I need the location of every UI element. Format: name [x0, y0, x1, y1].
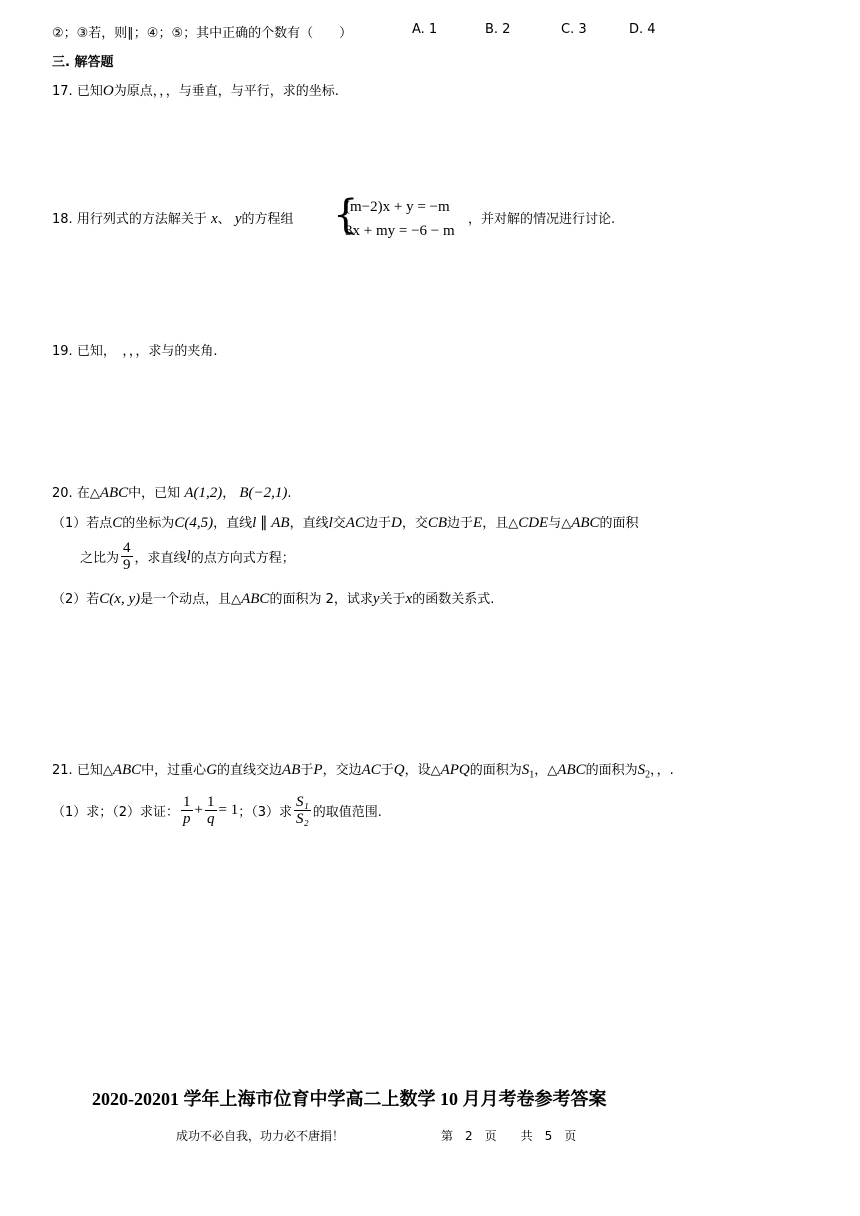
fraction-numerator: 1	[183, 794, 191, 810]
text: 关于	[379, 592, 406, 607]
var-x: x	[405, 591, 413, 607]
area-s2: S	[637, 762, 646, 778]
q16-text: ②；③若，则∥；④；⑤；其中正确的个数有（ ）	[52, 26, 353, 41]
segment-cb: CB	[427, 515, 447, 531]
question-number: 19.	[52, 344, 73, 359]
point-c: C(4,5)	[174, 515, 214, 531]
text: ，△	[534, 763, 558, 778]
q16-tail	[52, 22, 352, 41]
text: 是一个动点，且△	[140, 592, 242, 607]
text: ；（3）求	[238, 805, 293, 820]
q18-var-x: x	[210, 211, 218, 227]
part-label: （1）若点	[52, 516, 113, 531]
system-brace: {	[333, 192, 359, 238]
q18-sep: 、	[217, 212, 231, 227]
q20-sep: ，	[222, 486, 236, 501]
fraction-denominator: S₂	[296, 811, 309, 827]
math-c: C	[112, 515, 123, 531]
text: 的面积	[599, 516, 639, 531]
triangle-abc: ABC	[112, 762, 142, 778]
text: ，且△	[482, 516, 519, 531]
footer-motto: 成功不必自我，功力必不唐捐！	[176, 1129, 345, 1143]
line-l: l	[186, 548, 191, 564]
segment-ab: AB	[282, 762, 301, 778]
triangle-abc: ABC	[557, 762, 586, 778]
fraction-s1-over-s2	[294, 794, 311, 827]
subscript: 2	[645, 769, 651, 781]
footer-page-number: 第 2 页 共 5 页	[441, 1129, 577, 1143]
subscript: 1	[529, 769, 535, 781]
q21-line-2	[52, 794, 382, 827]
text: 边于	[447, 516, 474, 531]
question-17	[52, 80, 339, 100]
segment-ab: AB	[271, 515, 290, 531]
fraction-numerator: S₁	[296, 794, 309, 810]
triangle-abc: ABC	[241, 591, 270, 607]
text: 边于	[364, 516, 391, 531]
triangle-apq: APQ	[440, 762, 470, 778]
text: ，直线	[213, 516, 253, 531]
q17-origin: O	[102, 83, 114, 99]
q20-part-1-line-2	[80, 540, 295, 573]
plus-sign: +	[194, 802, 204, 818]
text: 已知△	[76, 763, 113, 778]
question-number: 18.	[52, 212, 73, 227]
question-18	[52, 208, 294, 228]
q20-text-2: 中，已知	[128, 486, 181, 501]
text: ，求直线	[134, 551, 187, 566]
fraction-numerator: 4	[123, 540, 131, 556]
text: 之比为	[80, 551, 120, 566]
point-p: P	[313, 762, 323, 778]
q16-option-a: A. 1	[412, 22, 438, 37]
point-e: E	[473, 515, 483, 531]
answer-key-title: 2020-20201 学年上海市位育中学高二上数学 10 月月考卷参考答案	[92, 1089, 607, 1109]
q18-text-1: 用行列式的方法解关于	[76, 212, 207, 227]
segment-ac: AC	[345, 515, 365, 531]
q17-text-2: 为原点，，，与垂直，与平行，求的坐标.	[113, 84, 339, 99]
centroid-g: G	[206, 762, 218, 778]
text: （1）求；（2）求证：	[52, 805, 180, 820]
equation-2: 3x + my = −6 − m	[345, 223, 455, 239]
fraction-4-9	[121, 540, 133, 573]
question-19	[52, 340, 217, 359]
question-number: 21.	[52, 763, 73, 778]
question-20	[52, 482, 292, 502]
text: 中，过重心	[141, 763, 207, 778]
segment-ac: AC	[361, 762, 381, 778]
fraction-denominator: q	[207, 811, 215, 827]
area-s1: S	[521, 762, 530, 778]
point-c-xy: C(x, y)	[99, 591, 141, 607]
text: 交	[332, 516, 346, 531]
section-heading: 三. 解答题	[52, 55, 114, 70]
equation-1: (m−2)x + y = −m	[345, 199, 450, 215]
fraction-denominator: 9	[123, 557, 131, 573]
question-number: 17.	[52, 84, 73, 99]
text: ，设△	[404, 763, 441, 778]
text: 与△	[548, 516, 572, 531]
equals-one: = 1	[218, 802, 239, 818]
triangle-cde: CDE	[518, 515, 549, 531]
text: ，直线	[289, 516, 329, 531]
q16-option-b: B. 2	[485, 22, 511, 37]
text: 的直线交边	[217, 763, 283, 778]
point-b: B(−2,1)	[239, 485, 288, 501]
q18-var-y: y	[234, 211, 242, 227]
q16-option-d: D. 4	[629, 22, 656, 37]
fraction-1-over-p	[181, 794, 193, 827]
q18-text-3: ，并对解的情况进行讨论.	[468, 212, 616, 227]
fraction-denominator: p	[183, 811, 191, 827]
fraction-1-over-q	[205, 794, 217, 827]
q20-end: .	[287, 486, 292, 501]
text: 的取值范围.	[312, 805, 382, 820]
triangle-abc: ABC	[99, 485, 129, 501]
text: 的面积为 2，试求	[269, 592, 373, 607]
q18-text-2: 的方程组	[241, 212, 294, 227]
question-number: 20.	[52, 486, 73, 501]
text: 的点方向式方程；	[190, 551, 295, 566]
text: ，交	[401, 516, 428, 531]
line-l: l	[252, 515, 257, 531]
text: ，，.	[650, 763, 674, 778]
text: 于	[300, 763, 314, 778]
q16-option-c: C. 3	[561, 22, 587, 37]
q19-text: 已知， ，，，求与的夹角.	[76, 344, 218, 359]
q20-part-2	[52, 588, 494, 608]
point-q: Q	[393, 762, 405, 778]
point-a: A(1,2)	[184, 485, 223, 501]
line-l: l	[328, 515, 333, 531]
part-label: （2）若	[52, 592, 100, 607]
q20-text-1: 在△	[76, 486, 100, 501]
var-y: y	[372, 591, 380, 607]
q20-part-1	[52, 512, 639, 532]
triangle-abc: ABC	[571, 515, 600, 531]
text: ，交边	[322, 763, 362, 778]
text: 的面积为	[585, 763, 638, 778]
parallel-symbol: ∥	[256, 515, 272, 531]
q17-text-1: 已知	[76, 84, 103, 99]
fraction-numerator: 1	[207, 794, 215, 810]
question-21	[52, 759, 674, 781]
text: 的函数关系式.	[412, 592, 495, 607]
text: 于	[380, 763, 394, 778]
text: 的面积为	[469, 763, 522, 778]
point-d: D	[390, 515, 402, 531]
text: 的坐标为	[122, 516, 175, 531]
